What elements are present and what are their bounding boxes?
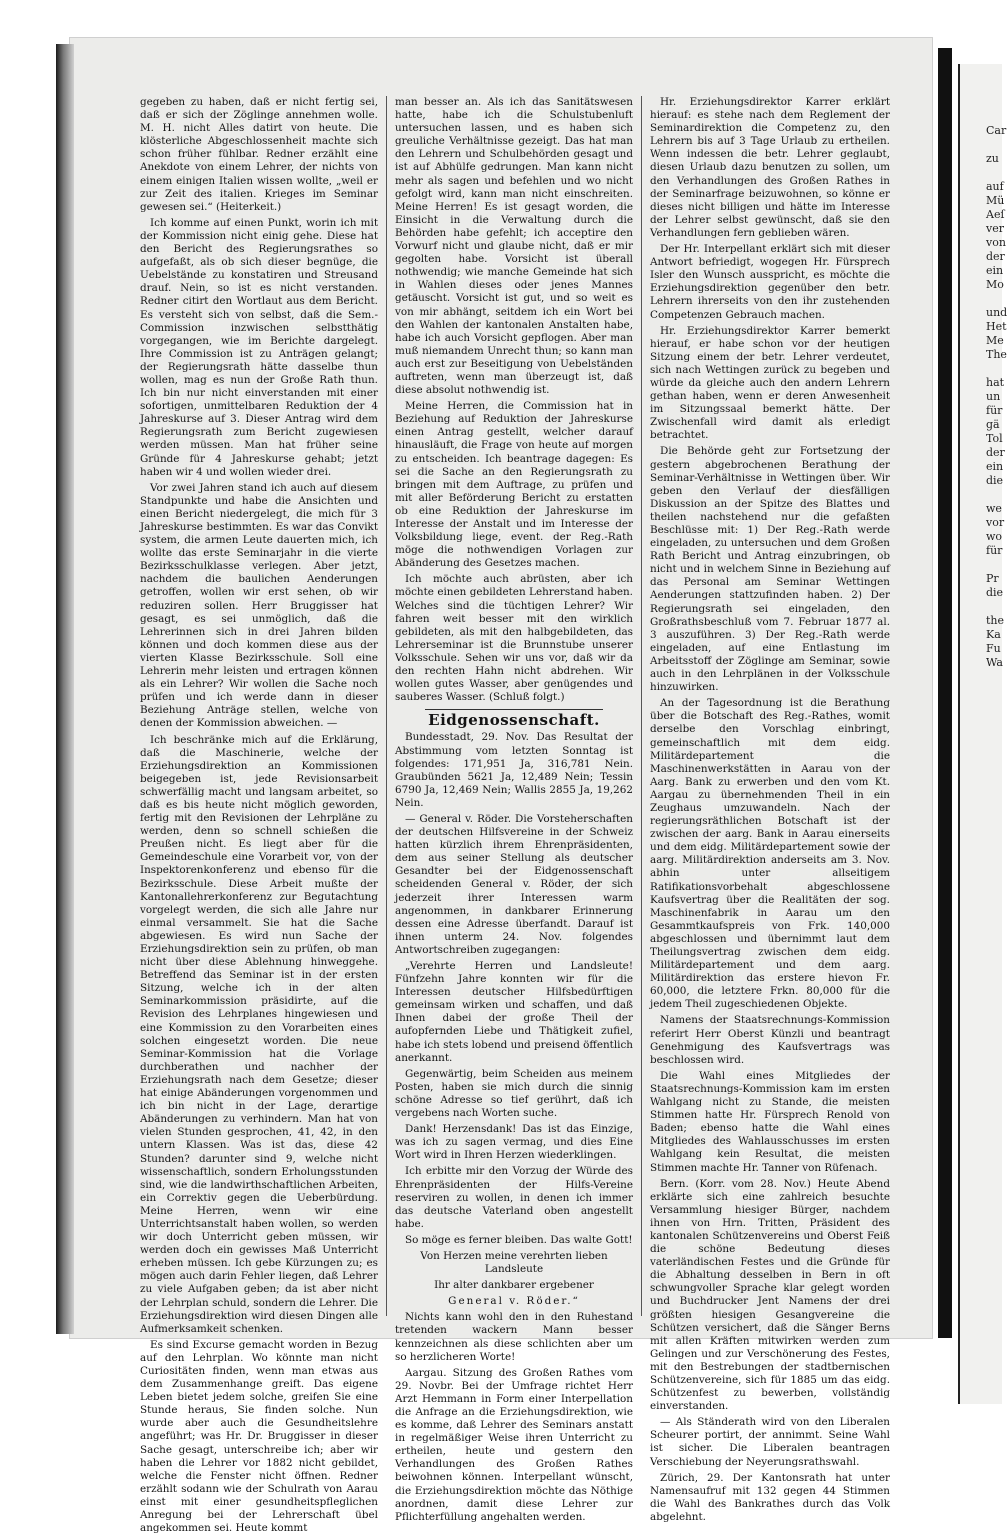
paragraph: Ich beschränke mich auf die Erklärung, daß die Maschinerie, welche der Erziehungsdirektion an Kommissionen beigegeben ist, jede Revisionsarbeit schwerfällig macht und langsam arbeitet, so daß es bis heute nicht möglich geworden, fertig mit den Revisionen der Lehrpläne zu werden, denn so schnell schießen die Preußen nicht. Es liegt aber für die Gemeindeschule eine Vorarbeit vor, von der Inspektorenkonferenz und ebenso für die Bezirksschule. Diese Arbeit mußte der Kantonallehrerkonferenz zur Begutachtung vorgelegt werden, die sich alle Jahre nur einmal versammelt. Sie hat die Sache abgewiesen. Es wird nun Sache der Erziehungsdirektion sein zu prüfen, ob man nicht über diese Ablehnung hinweggehe. Betreffend das Seminar ist in der ersten Sitzung, welche ich in der alten Seminarkommission präsidirte, auf die Revision des Lehrplanes hingewiesen und eine Kommission zu den Vorarbeiten eines solchen eingesetzt worden. Die neue Seminar-Kommission hat die Vorlage durchberathen und nachher der Erziehungsrath nach dem Gesetze; dieser hat einige Abänderungen vorgenommen und ich bin nicht in der Lage, derartige Abänderungen zu verhindern. Man hat von vielen Stunden gesprochen, 41, 42, in den untern Klassen. Was ist das, diese 42 Stunden? darunter sind 9, welche nicht wissenschaftlich, sondern Erholungsstunden sind, wie die landwirthschaftlichen Arbeiten, ein Correktiv gegen die Ueberbürdung. Meine Herren, wenn wir eine Unterrichtsanstalt haben wollen, so werden wir doch Unterricht geben müssen, wir werden doch ein gewisses Maß Unterricht erheben müssen. Ich gebe Kürzungen zu; es mögen auch darin Fehler liegen, daß Lehrer zu viele Aufgaben geben; da ist aber nicht der Lehrplan schuld, sondern die Lehrer. Die Erziehungsdirektion wird diesen Dingen alle Aufmerksamkeit schenken. [140, 733, 378, 1335]
fragment-line: die [986, 474, 1004, 487]
fragment-line: der [986, 250, 1005, 263]
paragraph: Es sind Excurse gemacht worden in Bezug auf den Lehrplan. Wo könnte man nicht Curiositäten finden, wenn man etwas aus dem Zusammenhange greift. Das eigene Leben bietet jedem solche, greifen Sie eine Stunde heraus, Sie finden solche. Nun wurde aber auch die Gesundheitslehre angeführt; was Hr. Dr. Bruggisser in dieser Sache gesagt, unterschreibe ich; aber wir haben die Lehrer vor 1882 nicht gebildet, welche die Fenster nicht öffnen. Redner erzählt sodann wie der Schulrath von Aarau einst mit einer gesundheitspfleglichen Anregung bei der Lehrerschaft übel angekommen sei. Heute kommt [140, 1338, 378, 1535]
fragment-line: Car [986, 124, 1007, 137]
fragment-line [960, 600, 1002, 614]
column-rule [386, 96, 387, 1316]
fragment-line [960, 166, 1002, 180]
fragment-line: Aeſ [986, 208, 1005, 221]
fragment-line: ein [986, 460, 1004, 473]
column-1 [140, 96, 378, 1535]
paragraph: Ich komme auf einen Punkt, worin ich mit der Kommission nicht einig gehe. Diese hat den Bericht des Regierungsrathes so aufgefaßt, als ob sich dieser begnüge, die Uebelstände zu konstatiren und Streusand drauf. Nein, so ist es nicht verstanden. Redner citirt den Wortlaut aus dem Bericht. Es versteht sich von selbst, daß die Sem.-Commission inzwischen selbstthätig vorgegangen, wie im Berichte dargelegt. Ihre Commission ist zu Anträgen gelangt; der Regierungsrath hätte dasselbe thun wollen, mag es nun der Große Rath thun. Ich bin nur nicht einverstanden mit einer sofortigen, unmittelbaren Reduktion der 4 Jahreskurse auf 3. Dieser Antrag wird dem Regierungsrath zum Bericht zugewiesen werden müssen. Man hat früher seine Gründe für 4 Jahreskurse gehabt; jetzt haben wir 4 und wollen wieder drei. [140, 216, 378, 478]
paragraph: So möge es ferner bleiben. Das walte Gott! [405, 1233, 633, 1246]
fragment-line [960, 488, 1002, 502]
paragraph: Aargau. Sitzung des Großen Rathes vom 29. Novbr. Bei der Umfrage richtet Herr Arzt Hemmann in Form einer Interpellation die Anfrage an die Erziehungsdirektion, wie es komme, daß Lehrer des Seminars anstatt in regelmäßiger Weise ihren Unterricht zu ertheilen, heute und gestern den Verhandlungen des Großen Rathes beiwohnen können. Interpellant wünscht, die Erziehungsdirektion möchte das Nöthige anordnen, damit diese Lehrer zur Pflichterfüllung angehalten werden. [395, 1366, 633, 1523]
fragment-line: Pr [986, 572, 999, 585]
paragraph: Die Wahl eines Mitgliedes der Staatsrechnungs-Kommission kam im ersten Wahlgang nicht zu Stande, die meisten Stimmen hatte Hr. Fürsprech Renold von Baden; ebenso hatte die Wahl eines Mitgliedes des Wahlausschusses im ersten Wahlgang kein Resultat, die meisten Stimmen machte Hr. Tanner von Rüfenach. [650, 1069, 890, 1174]
fragment-line: The [986, 348, 1007, 361]
paragraph: Bundesstadt, 29. Nov. Das Resultat der Abstimmung vom letzten Sonntag ist folgendes: 171,951 Ja, 316,781 Nein. Graubünden 5621 Ja, 12,489 Nein; Tessin 6790 Ja, 12,469 Nein; Wallis 2855 Ja, 19,262 Nein. [395, 731, 633, 809]
letter-signature: General v. Röder.“ [448, 1295, 580, 1308]
fragment-line: Mü [986, 194, 1005, 207]
fragment-line: ein [986, 264, 1004, 277]
column-2 [395, 96, 633, 1523]
fragment-line: die [986, 586, 1004, 599]
fragment-line: we [986, 502, 1002, 515]
fragment-line: wo [986, 530, 1003, 543]
letter-closing-line: Von Herzen meine verehrten lieben Landsleute [420, 1249, 608, 1276]
fragment-line: un [986, 390, 1001, 403]
paragraph: Meine Herren, die Commission hat in Beziehung auf Reduktion der Jahreskurse einen Antrag gestellt, welcher darauf hinausläuft, die Frage von heute auf morgen zu entscheiden. Ich beantrage dagegen: Es sei die Sache an den Regierungsrath zu bringen mit dem Auftrage, zu prüfen und mit aller Beförderung Bericht zu erstatten ob eine Reduktion der Jahreskurse im Interesse der Anstalt und im Interesse der Volksbildung liege, event. der Reg.-Rath möge die nothwendigen Vorlagen zur Abänderung des Gesetzes machen. [395, 400, 633, 570]
paragraph: Ich möchte auch abrüsten, aber ich möchte einen gebildeten Lehrerstand haben. Welches sind die tüchtigen Lehrer? Wir fahren weit besser mit den wirklich gebildeten, als mit den halbgebildeten, das Lehrerseminar ist die Brunnstube unserer Volksschule. Sehen wir uns vor, daß wir da den rechten Hahn nicht abdrehen. Wir wollen gutes Wasser, aber genügendes und sauberes Wasser. (Schluß folgt.) [395, 573, 633, 704]
column-3 [650, 96, 890, 1523]
page-edge [938, 48, 952, 1338]
paragraph: Namens der Staatsrechnungs-Kommission referirt Herr Oberst Künzli und beantragt Genehmigung des Kaufsvertrags was beschlossen wird. [650, 1014, 890, 1066]
paragraph: Ich erbitte mir den Vorzug der Würde des Ehrenpräsidenten der Hilfs-Vereine reserviren zu wollen, in denen ich immer das deutsche Vaterland oben angestellt habe. [395, 1165, 633, 1230]
fragment-line [960, 558, 1002, 572]
book-binding-shadow [56, 44, 74, 1334]
paragraph: gegeben zu haben, daß er nicht fertig sei, daß er sich der Zöglinge annehmen wolle. M. H. nicht Alles datirt von heute. Die klösterliche Abgeschlossenheit machte sich schon früher fühlbar. Redner erzählt eine Anekdote von einem Lehrer, der nichts von einem einigen Italien wissen wollte, „weil er zur Zeit des italien. Krieges im Seminar gewesen sei.“ (Heiterkeit.) [140, 96, 378, 213]
paragraph: Zürich, 29. Der Kantonsrath hat unter Namensaufruf mit 132 gegen 44 Stimmen die Wahl des Bankrathes durch das Volk abgelehnt. [650, 1471, 890, 1523]
paragraph: Der Hr. Interpellant erklärt sich mit dieser Antwort befriedigt, wogegen Hr. Fürsprech Isler den Wunsch ausspricht, es möchte die Erziehungsdirektion gegenüber den betr. Lehrern ihrerseits von den ihr zustehenden Competenzen Gebrauch machen. [650, 243, 890, 321]
section-title: Eidgenossenschaft. [428, 711, 600, 730]
fragment-line: zu [986, 152, 999, 165]
fragment-line: der [986, 446, 1005, 459]
paragraph: Nichts kann wohl den in den Ruhestand tretenden wackern Mann besser kennzeichnen als diese schlichten aber um so herzlicheren Worte! [395, 1311, 633, 1363]
fragment-line: the [986, 614, 1005, 627]
fragment-line [960, 362, 1002, 376]
fragment-line: hat [986, 376, 1005, 389]
fragment-line: auf [986, 180, 1004, 193]
column-rule [641, 96, 642, 1316]
fragment-line [960, 138, 1002, 152]
fragment-line: vor [986, 516, 1005, 529]
fragment-line: ver [986, 222, 1004, 235]
paragraph: Hr. Erziehungsdirektor Karrer bemerkt hierauf, er habe schon vor der heutigen Sitzung einem der betr. Lehrer verdeutet, sich nach Wettingen zurück zu begeben und würde da gleiche auch den andern Lehrern gethan haben, wenn er deren Anwesenheit im Sitzungssaal bemerkt hätte. Der Zwischenfall wird damit als erledigt betrachtet. [650, 324, 890, 442]
fragment-line: von [986, 236, 1006, 249]
paragraph: Hr. Erziehungsdirektor Karrer erklärt hierauf: es stehe nach dem Reglement der Seminardirektion die Competenz zu, den Lehrern bis auf 3 Tage Urlaub zu ertheilen. Wenn indessen die betr. Lehrer geglaubt, diesen Urlaub dazu benutzen zu sollen, um den Verhandlungen des Großen Rathes in der Seminarfrage beizuwohnen, so könne er dieses nicht billigen und hätte im Interesse der Lehrer selbst gewünscht, daß sie den Verhandlungen fern geblieben wären. [650, 96, 890, 239]
fragment-line: Het [986, 320, 1007, 333]
paragraph: Vor zwei Jahren stand ich auch auf diesem Standpunkte und habe die Ansichten und einen Bericht niedergelegt, die mich für 3 Jahreskurse bestimmten. Es war das Convikt system, die armen Leute dauerten mich, ich wollte das erste Seminarjahr in die vierte Bezirksschulklasse verlegen. Aber jetzt, nachdem die baulichen Aenderungen getroffen, wollen wir erst sehen, ob wir reduziren sollen. Herr Bruggisser hat gesagt, es sei unmöglich, daß die Lehrerinnen sich in drei Jahren bilden können und doch kommen diese aus der vierten Klasse Bezirksschule. Soll eine Lehrerin mehr leisten und ertragen können als ein Lehrer? Wir wollen die Sache noch prüfen und ich werde dann in dieser Beziehung Anträge stellen, welche von denen der Kommission abweichen. — [140, 481, 378, 730]
paragraph: Gegenwärtig, beim Scheiden aus meinem Posten, haben sie mich durch die sinnig schöne Adresse so tief gerührt, daß ich vergebens nach Worten suche. [395, 1067, 633, 1120]
fragment-line: Wa [986, 656, 1003, 669]
paragraph: Bern. (Korr. vom 28. Nov.) Heute Abend erklärte sich eine zahlreich besuchte Versammlung hiesiger Bürger, nachdem ihnen von Hrn. Tritten, Präsident des kantonalen Schützenvereins und Oberst Feiß die schöne Bedeutung dieses vaterländischen Festes und die Gründe für die Abhaltung desselben in Bern in oft schwungvoller Sprache klar gelegt worden und Buchdrucker Jent Namens der drei größten hiesigen Gesangvereine die Schützen versichert, daß die Sänger Berns mit allen Kräften mitwirken werden zum Gelingen und zur Verschönerung des Festes, mit den Bestrebungen der stadtbernischen Schützenvereine, sich für 1885 um das eidg. Schützenfest zu bewerben, vollständig einverstanden. [650, 1177, 890, 1413]
fragment-line: Ka [986, 628, 1001, 641]
paragraph: — Als Ständerath wird von den Liberalen Scheurer portirt, der annimmt. Seine Wahl ist sicher. Die Liberalen beantragen Verschiebung der Neyerungsrathswahl. [650, 1416, 890, 1468]
paragraph: man besser an. Als ich das Sanitätswesen hatte, habe ich die Schulstubenluft untersuchen lassen, und es haben sich greuliche Verhältnisse gezeigt. Das hat man den Lehrern und Schulbehörden gesagt und ist auf Abhülfe gedrungen. Man kann nicht mehr als sagen und befehlen und wo nicht gefolgt wird, kann man nicht einschreiten. Meine Herren! Es ist gesagt worden, die Einsicht in die Verwaltung durch die Behörden habe gefehlt; ich acceptire den Vorwurf nicht und glaube nicht, daß er mir gegolten habe. Vorsicht ist überall nothwendig; wie manche Gemeinde hat sich in Wahlen dieses oder jenes Mannes getäuscht. Vorsicht ist gut, und so weit es von mir abhängt, seitdem ich ein Wort bei den Wahlen der kantonalen Anstalten habe, habe ich auch Vorsicht gepflogen. Aber man muß niemandem Unrecht thun; so kann man auch erst zur Beseitigung von Uebelständen auftreten, wenn man überzeugt ist, daß diese absolut nothwendig ist. [395, 96, 633, 397]
fragment-line: für [986, 544, 1003, 557]
fragment-line: Mo [986, 278, 1004, 291]
fragment-line: Fu [986, 642, 1001, 655]
paragraph: — General v. Röder. Die Vorsteherschaften der deutschen Hilfsvereine in der Schweiz hatten kürzlich ihrem Ehrenpräsidenten, dem aus seiner Stellung als deutscher Gesandter bei der Eidgenossenschaft scheidenden General v. Röder, der sich jederzeit ihrer Interessen warm angenommen, in dankbarer Erinnerung dessen eine Adresse überfandt. Darauf ist ihnen unterm 24. Nov. folgendes Antwortschreiben zugegangen: [395, 812, 633, 956]
fragment-line: Me [986, 334, 1004, 347]
section-divider [425, 709, 603, 710]
paragraph: Die Behörde geht zur Fortsetzung der gestern abgebrochenen Berathung der Seminar-Verhältnisse in Wettingen über. Wir geben den Verlauf der diesfälligen Diskussion an der Spitze des Blattes und theilen nachstehend nur die gefaßten Beschlüsse mit: 1) Der Reg.-Rath werde eingeladen, zu untersuchen und dem Großen Rath Bericht und Antrag einzubringen, ob nicht und in welchem Sinne in Beziehung auf das Personal am Seminar Wettingen Aenderungen stattzufinden haben. 2) Der Regierungsrath sei eingeladen, den Großrathsbeschluß vom 7. Februar 1877 al. 3 auszuführen. 3) Der Reg.-Rath werde eingeladen, auf eine Entlastung im Arbeitsstoff der Zöglinge am Seminar, sowie auch in den Lehrplänen in der Volksschule hinzuwirken. [650, 445, 890, 694]
fragment-line [960, 292, 1002, 306]
fragment-line: Tol [986, 432, 1003, 445]
paragraph: „Verehrte Herren und Landsleute! Fünfzehn Jahre konnten wir für die Interessen deutscher Hilfsbedürftigen gemeinsam wirken und schaffen, und daß Ihnen dabei der große Theil der aufopfernden Liebe und Thätigkeit zufiel, habe ich stets lobend und preisend öffentlich anerkannt. [395, 960, 633, 1064]
fragment-line: für [986, 404, 1003, 417]
fragment-line: und [986, 306, 1007, 319]
paragraph: An der Tagesordnung ist die Berathung über die Botschaft des Reg.-Rathes, womit derselbe den Vorschlag einbringt, gemeinschaftlich mit dem eidg. Militärdepartement die Maschinenwerkstätten in Aarau von der Aarg. Bank zu erwerben und den vom Kt. Aargau zu übernehmenden Theil in ein Zeughaus umzuwandeln. Nach der regierungsräthlichen Botschaft ist der zwischen der aarg. Bank in Aarau einerseits und dem eidg. Militärdepartement sowie der aarg. Militärdirektion anderseits am 3. Nov. abhin unter allseitigem Ratifikationsvorbehalt abgeschlossene Kaufsvertrag über die Realitäten der sog. Maschinenfabrik in Aarau um den Gesammtkaufspreis von Frk. 140,000 abgeschlossen und übernimmt laut dem Theilungsvertrag zwischen dem eidg. Militärdepartement und dem aarg. Militärdirektion das erstere hievon Fr. 60,000, die letztere Frkn. 80,000 für die jedem Theil zugeschiedenen Objekte. [650, 697, 890, 1011]
fragment-line: gä [986, 418, 1000, 431]
adjacent-page-fragment [958, 64, 1007, 1404]
paragraph: Dank! Herzensdank! Das ist das Einzige, was ich zu sagen vermag, und dies Eine Wort wird in Ihren Herzen wiederklingen. [395, 1123, 633, 1162]
letter-closing-line: Ihr alter dankbarer ergebener [434, 1279, 594, 1292]
